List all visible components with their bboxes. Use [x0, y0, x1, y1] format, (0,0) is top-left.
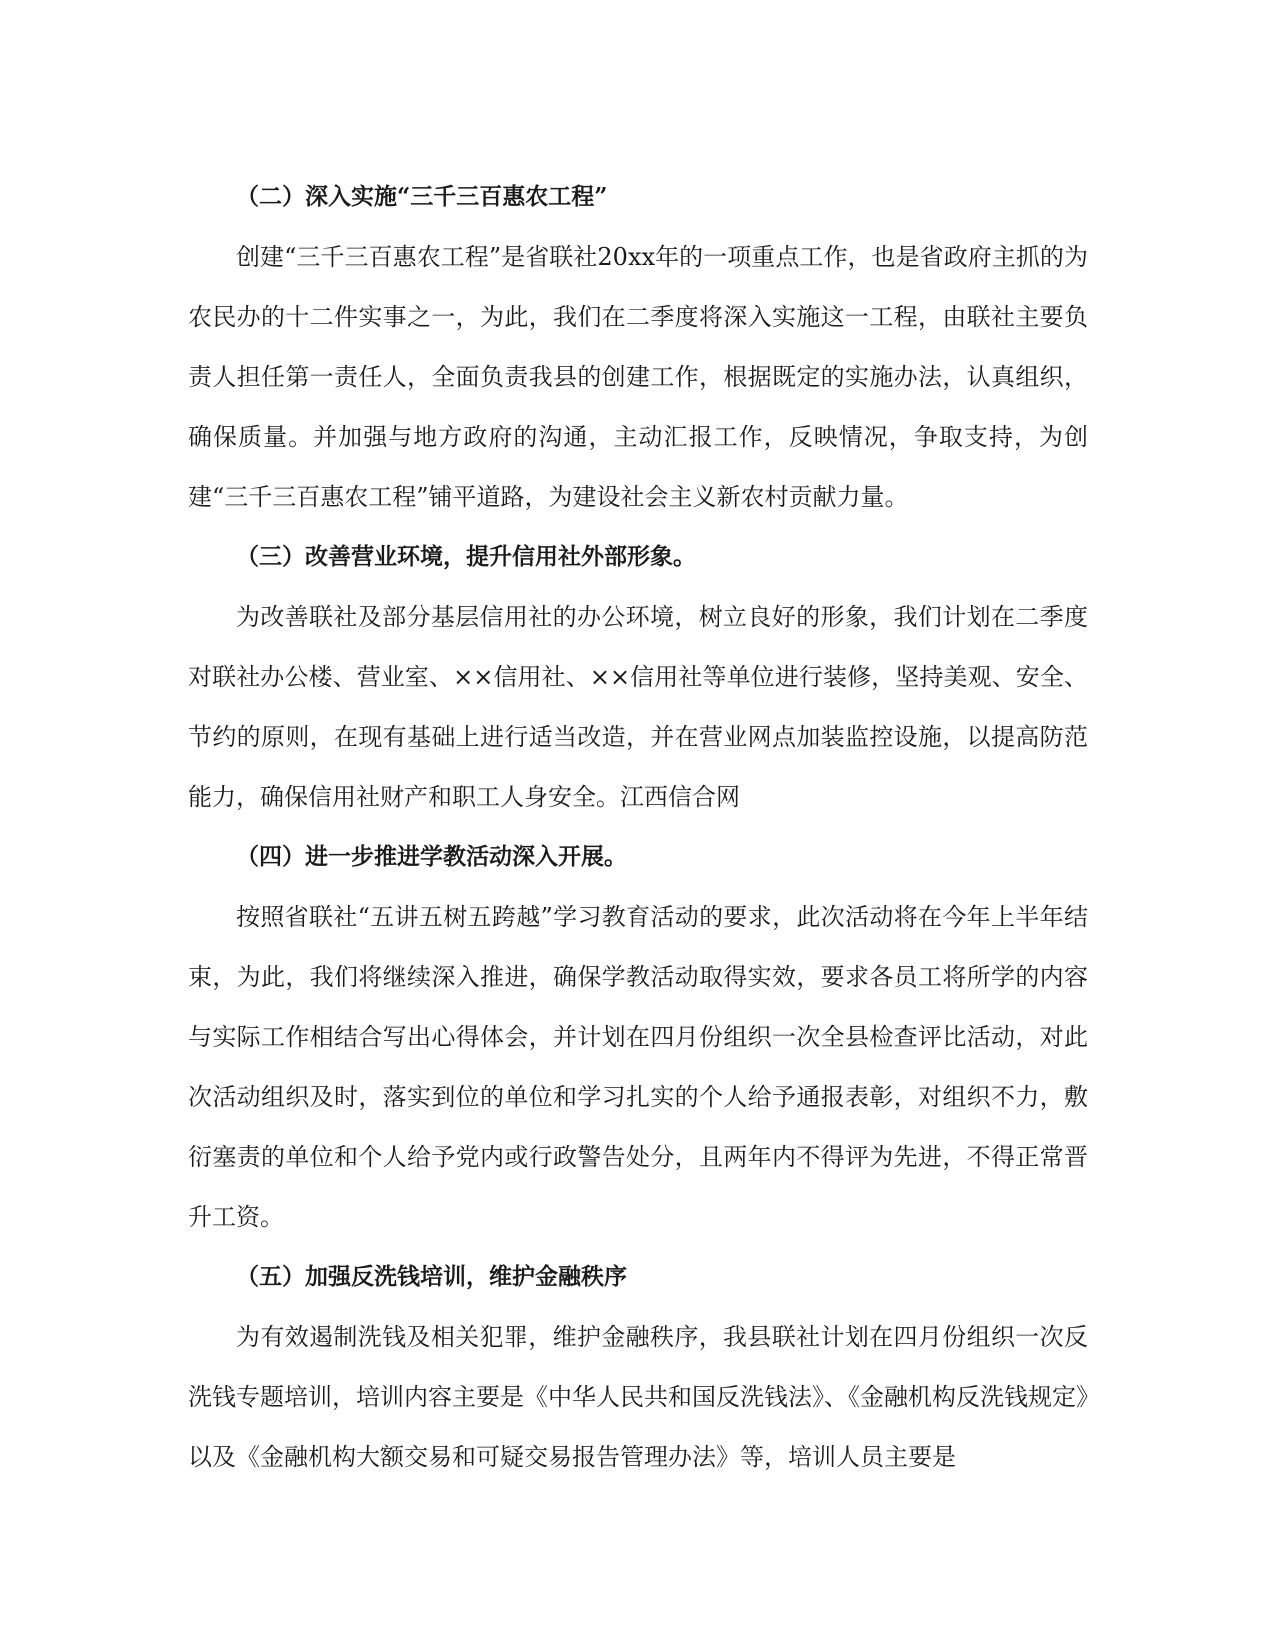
document-body	[188, 167, 1088, 1487]
section-paragraph-5: 为有效遏制洗钱及相关犯罪，维护金融秩序，我县联社计划在四月份组织一次反洗钱专题培训，培训内容主要是《中华人民共和国反洗钱法》、《金融机构反洗钱规定》以及《金融机构大额交易和可疑交易报告管理办法》等，培训人员主要是	[188, 1323, 1088, 1471]
section-heading-5: （五）加强反洗钱培训，维护金融秩序	[236, 1263, 627, 1290]
section-paragraph-2: 创建“三千三百惠农工程”是省联社20xx年的一项重点工作，也是省政府主抓的为农民办的十二件实事之一，为此，我们在二季度将深入实施这一工程，由联社主要负责人担任第一责任人，全面负责我县的创建工作，根据既定的实施办法，认真组织，确保质量。并加强与地方政府的沟通，主动汇报工作，反映情况，争取支持，为创建“三千三百惠农工程”铺平道路，为建设社会主义新农村贡献力量。	[188, 243, 1088, 511]
section-paragraph-3: 为改善联社及部分基层信用社的办公环境，树立良好的形象，我们计划在二季度对联社办公楼、营业室、××信用社、××信用社等单位进行装修，坚持美观、安全、节约的原则，在现有基础上进行适当改造，并在营业网点加装监控设施，以提高防范能力，确保信用社财产和职工人身安全。江西信合网	[188, 603, 1088, 811]
section-paragraph-4: 按照省联社“五讲五树五跨越”学习教育活动的要求，此次活动将在今年上半年结束，为此，我们将继续深入推进，确保学教活动取得实效，要求各员工将所学的内容与实际工作相结合写出心得体会，并计划在四月份组织一次全县检查评比活动，对此次活动组织及时，落实到位的单位和学习扎实的个人给予通报表彰，对组织不力，敷衍塞责的单位和个人给予党内或行政警告处分，且两年内不得评为先进，不得正常晋升工资。	[188, 903, 1088, 1231]
section-heading-2: （二）深入实施“三千三百惠农工程”	[236, 183, 608, 210]
section-heading-4: （四）进一步推进学教活动深入开展。	[236, 843, 627, 870]
section-heading-3: （三）改善营业环境，提升信用社外部形象。	[236, 543, 696, 570]
